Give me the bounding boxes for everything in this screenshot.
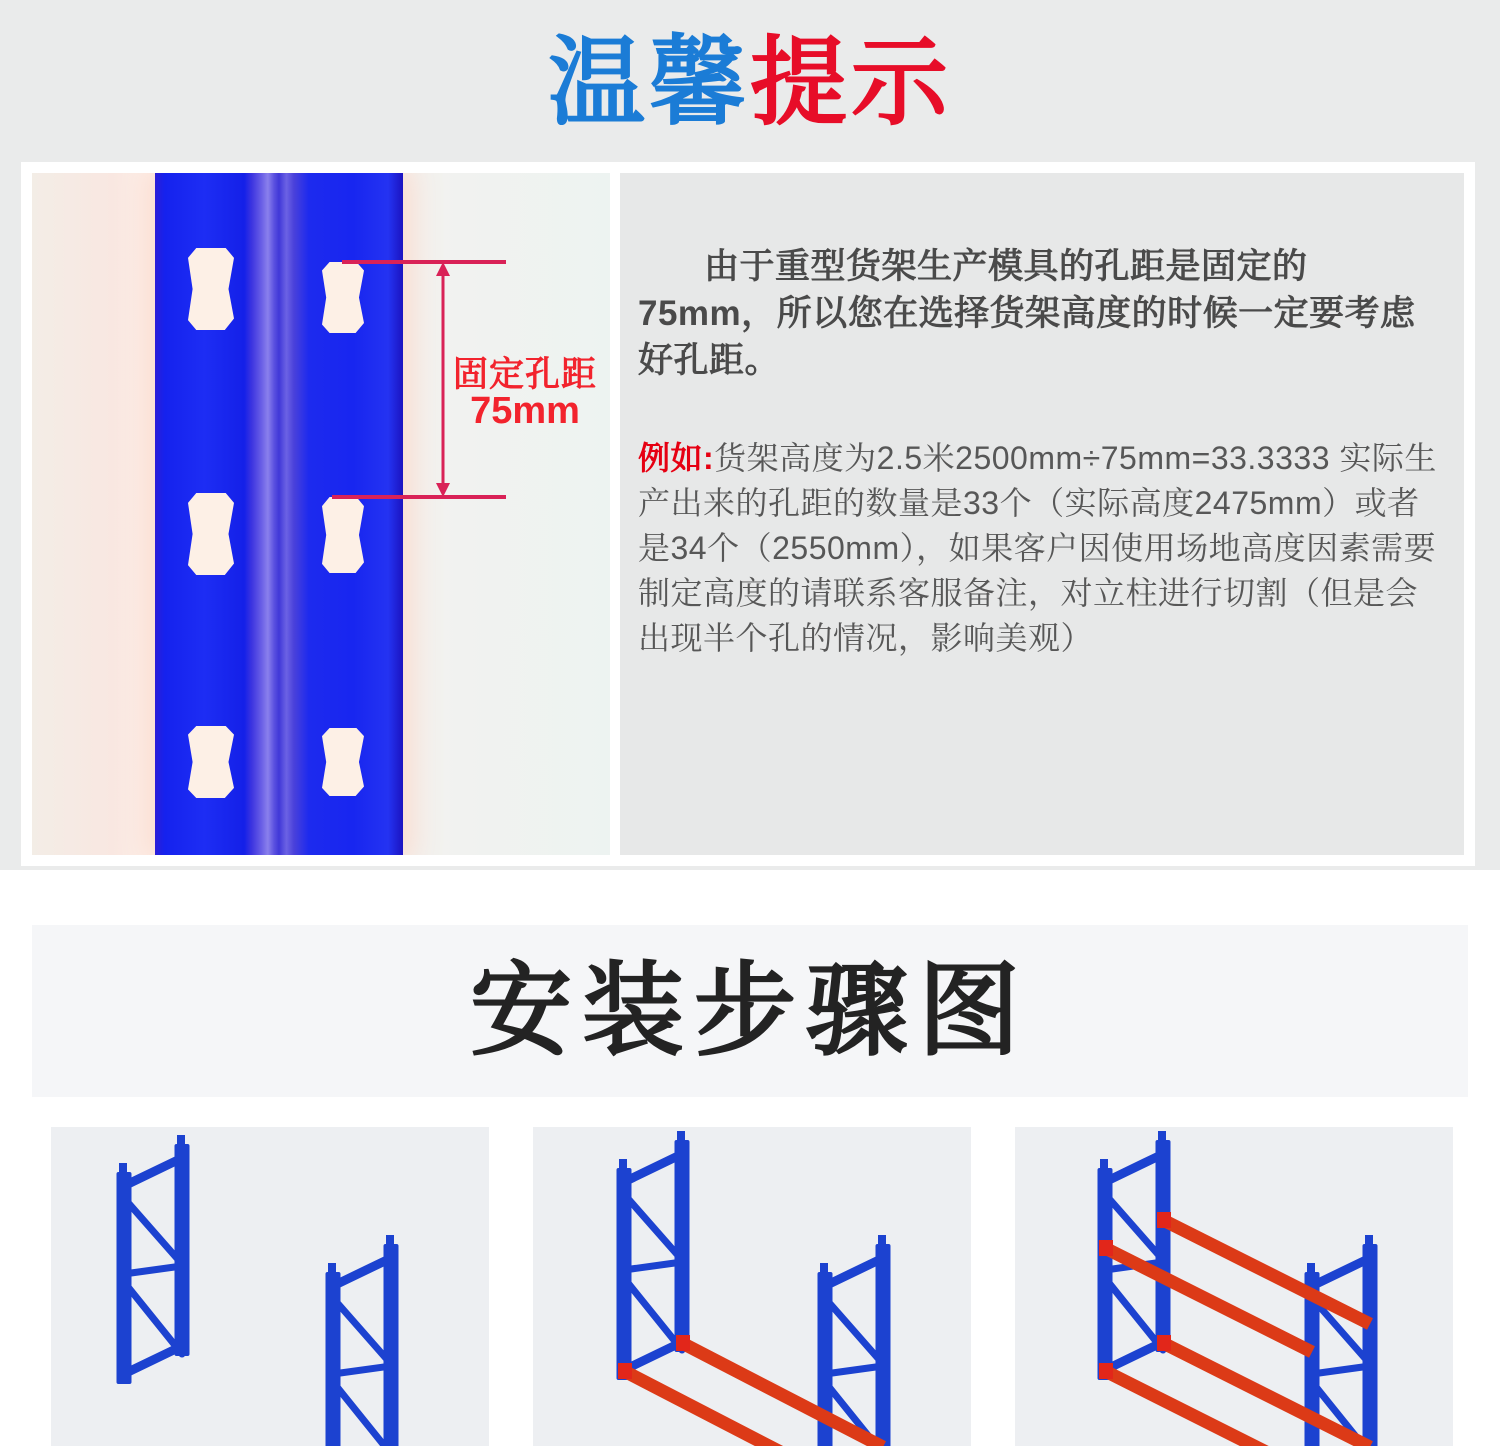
page-title-red-part: 提示 [750,28,952,137]
step-card-2 [533,1127,971,1446]
steps-title: 安装步骤图 [470,954,1030,1068]
step3-two-levels-diagram [1015,1127,1453,1446]
steps-title-panel [32,925,1468,1097]
step1-two-frames-diagram [51,1127,489,1446]
example-paragraph [638,436,1438,661]
step-card-1 [51,1127,489,1446]
step-card-3 [1015,1127,1453,1446]
dimension-label-text: 固定孔距 [452,355,597,394]
dimension-label [436,356,610,430]
notice-paragraph: 由于重型货架生产模具的孔距是固定的75mm，所以您在选择货架高度的时候一定要考虑好孔距。 [638,247,1416,380]
dimension-annotation [32,173,610,855]
notice-frame [21,162,1475,866]
dimension-value: 75mm [470,390,580,432]
step2-bottom-beams-diagram [533,1127,971,1446]
page-title-blue-part: 温馨 [548,28,750,137]
page-title [0,24,1500,142]
notice-text-panel [620,173,1464,855]
upright-photo-panel [32,173,610,855]
example-text: 货架高度为2.5米2500mm÷75mm=33.3333 实际生产出来的孔距的数量是33个（实际高度2475mm）或者是34个（2550mm），如果客户因使用场地高度因素需要制定高度的请联系客服备注，对立柱进行切割（但是会出现半个孔的情况，影响美观） [638,440,1437,656]
example-label: 例如: [638,440,715,476]
